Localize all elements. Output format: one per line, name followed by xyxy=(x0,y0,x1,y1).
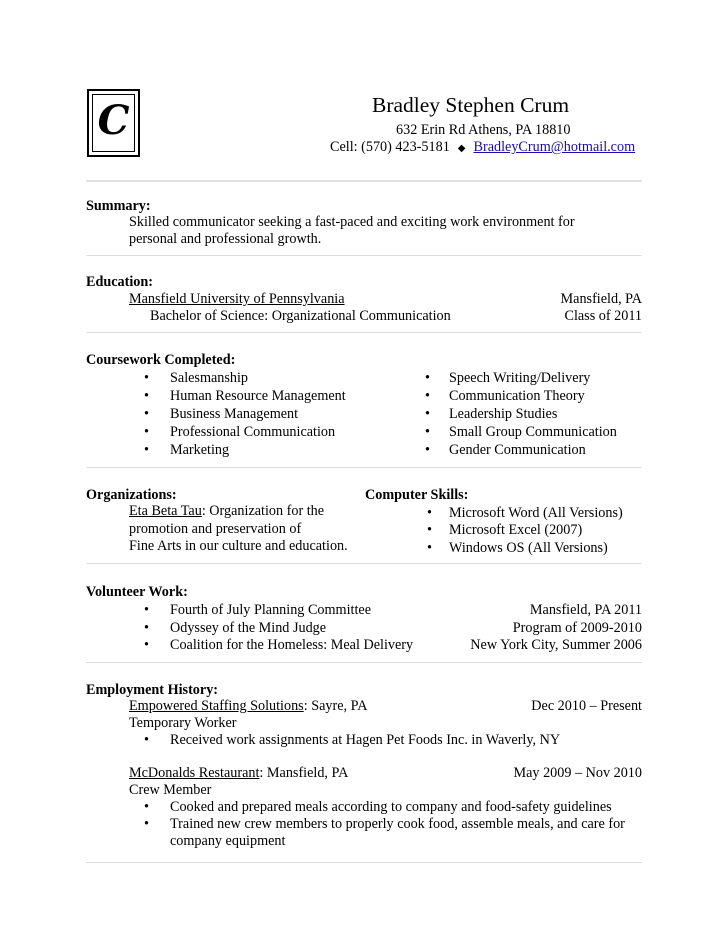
bullet-icon: • xyxy=(427,540,432,556)
bullet-icon: • xyxy=(144,424,149,440)
course-item: Salesmanship xyxy=(170,370,249,386)
monogram-letter: C xyxy=(97,97,130,144)
summary-line: Skilled communicator seeking a fast-paced and exciting work environment for xyxy=(129,214,575,230)
organizations-heading: Organizations: xyxy=(86,487,177,503)
employment-heading: Employment History: xyxy=(86,682,219,698)
bullet-icon: • xyxy=(144,816,149,832)
organization-line xyxy=(129,502,324,520)
education-heading: Education: xyxy=(86,274,154,290)
organization-name: Eta Beta Tau xyxy=(129,503,202,519)
school-location: Mansfield, PA xyxy=(560,291,642,307)
bullet-icon: • xyxy=(144,370,149,386)
job-dates: Dec 2010 – Present xyxy=(531,698,642,714)
company-name: McDonalds Restaurant xyxy=(129,765,260,781)
section-divider xyxy=(86,255,642,256)
bullet-icon: • xyxy=(144,388,149,404)
job-duty: Trained new crew members to properly cook food, assemble meals, and care for xyxy=(170,816,625,832)
summary-heading: Summary: xyxy=(86,198,151,214)
bullet-icon: • xyxy=(144,732,149,748)
bullet-icon: • xyxy=(425,442,430,458)
volunteer-heading: Volunteer Work: xyxy=(86,584,188,600)
coursework-heading: Coursework Completed: xyxy=(86,352,236,368)
job-role: Crew Member xyxy=(129,782,212,798)
section-divider xyxy=(86,862,642,863)
course-item: Human Resource Management xyxy=(170,388,346,404)
bullet-icon: • xyxy=(427,522,432,538)
company-name: Empowered Staffing Solutions xyxy=(129,698,304,714)
company-location: : Mansfield, PA xyxy=(259,765,349,781)
bullet-icon: • xyxy=(427,505,432,521)
organization-line: promotion and preservation of xyxy=(129,521,302,537)
volunteer-title: Odyssey of the Mind Judge xyxy=(170,620,327,636)
cell-phone: Cell: (570) 423-5181 xyxy=(330,139,450,155)
course-item: Speech Writing/Delivery xyxy=(449,370,591,386)
contact-line xyxy=(330,138,635,158)
job-duty: Cooked and prepared meals according to company and food-safety guidelines xyxy=(170,799,612,815)
company-location: : Sayre, PA xyxy=(303,698,368,714)
diamond-separator-icon: ◆ xyxy=(457,143,466,154)
bullet-icon: • xyxy=(144,602,149,618)
course-item: Marketing xyxy=(170,442,230,458)
job-employer xyxy=(129,697,367,715)
bullet-icon: • xyxy=(144,406,149,422)
school-name: Mansfield University of Pennsylvania xyxy=(129,291,345,307)
volunteer-detail: Mansfield, PA 2011 xyxy=(529,602,642,618)
skill-item: Microsoft Word (All Versions) xyxy=(449,505,623,521)
job-role: Temporary Worker xyxy=(129,715,237,731)
email-link[interactable]: BradleyCrum@hotmail.com xyxy=(473,139,636,155)
course-item: Small Group Communication xyxy=(449,424,617,440)
computer-skills-heading: Computer Skills: xyxy=(365,487,469,503)
bullet-icon: • xyxy=(425,424,430,440)
organization-description: : Organization for the xyxy=(201,503,325,519)
course-item: Leadership Studies xyxy=(449,406,558,422)
address: 632 Erin Rd Athens, PA 18810 xyxy=(396,122,571,138)
section-divider xyxy=(86,563,642,564)
skill-item: Microsoft Excel (2007) xyxy=(449,522,583,538)
bullet-icon: • xyxy=(144,620,149,636)
summary-line: personal and professional growth. xyxy=(129,231,322,247)
volunteer-title: Fourth of July Planning Committee xyxy=(170,602,371,618)
skill-item: Windows OS (All Versions) xyxy=(449,540,608,556)
volunteer-detail: Program of 2009-2010 xyxy=(512,620,642,636)
section-divider xyxy=(86,662,642,663)
bullet-icon: • xyxy=(425,370,430,386)
degree: Bachelor of Science: Organizational Communication xyxy=(150,308,451,324)
bullet-icon: • xyxy=(144,637,149,653)
job-duty: Received work assignments at Hagen Pet Foods Inc. in Waverly, NY xyxy=(170,732,561,748)
organization-line: Fine Arts in our culture and education. xyxy=(129,538,348,554)
job-employer xyxy=(129,764,348,782)
bullet-icon: • xyxy=(144,442,149,458)
job-duty-continued: company equipment xyxy=(170,833,286,849)
section-divider xyxy=(86,467,642,468)
bullet-icon: • xyxy=(425,388,430,404)
section-divider xyxy=(86,332,642,333)
graduation-class: Class of 2011 xyxy=(564,308,642,324)
volunteer-title: Coalition for the Homeless: Meal Delivery xyxy=(170,637,414,653)
candidate-name: Bradley Stephen Crum xyxy=(372,93,570,117)
monogram-logo xyxy=(87,89,140,157)
bullet-icon: • xyxy=(144,799,149,815)
job-dates: May 2009 – Nov 2010 xyxy=(513,765,642,781)
course-item: Business Management xyxy=(170,406,299,422)
course-item: Communication Theory xyxy=(449,388,585,404)
bullet-icon: • xyxy=(425,406,430,422)
header-divider xyxy=(86,180,642,182)
course-item: Professional Communication xyxy=(170,424,336,440)
volunteer-detail: New York City, Summer 2006 xyxy=(470,637,642,653)
course-item: Gender Communication xyxy=(449,442,586,458)
